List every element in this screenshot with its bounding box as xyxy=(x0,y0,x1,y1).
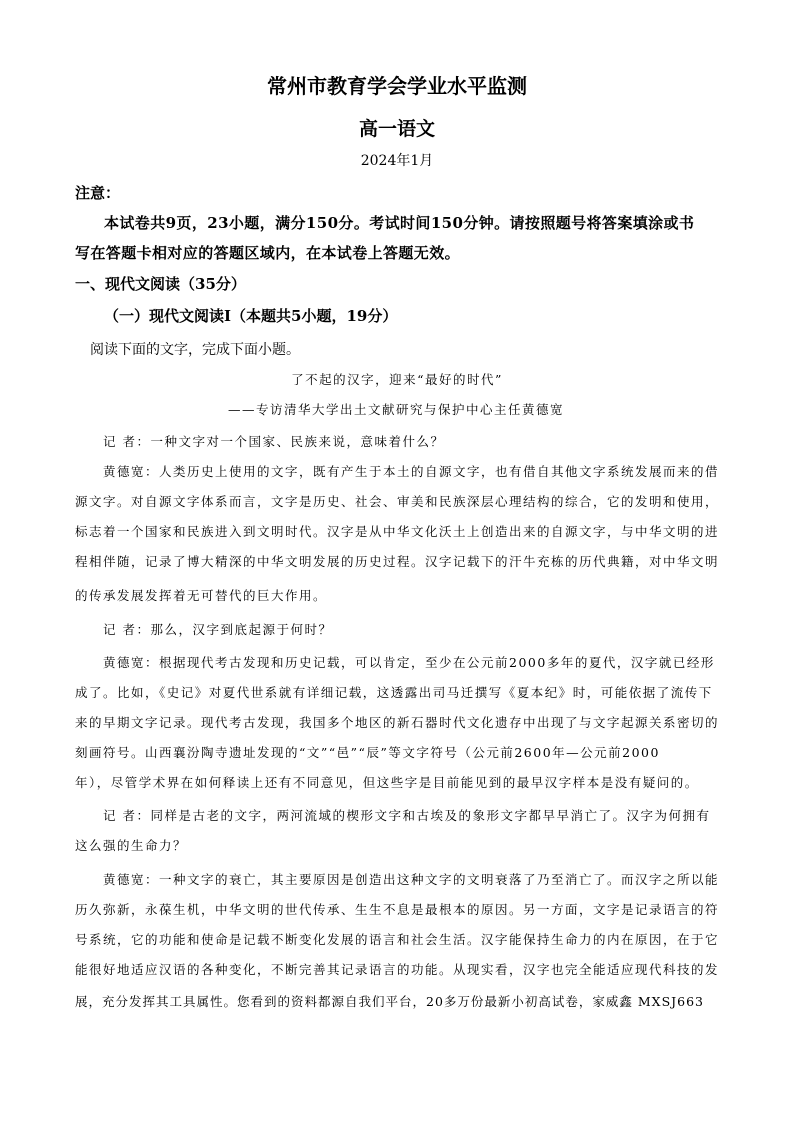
article-line: 这么强的生命力？ xyxy=(75,838,188,853)
article-line: 记 者：那么，汉字到底起源于何时？ xyxy=(103,622,333,637)
notice-label: 注意： xyxy=(75,184,121,202)
reading-instruction: 阅读下面的文字，完成下面小题。 xyxy=(90,342,300,358)
article-line: 能很好地适应汉语的各种变化，不断完善其记录语言的功能。从现实看，汉字也完全能适应现代科技的发 xyxy=(75,962,720,977)
article-line: 程相伴随，记录了博大精深的中华文明发展的历史过程。汉字记载下的汗牛充栋的历代典籍，对中华文明 xyxy=(75,554,720,569)
article-line: 成了。比如，《史记》对夏代世系就有详细记载，这透露出司马迁撰写《夏本纪》时，可能依据了流传下 xyxy=(75,685,713,700)
article-line: 源文字。对自源文字体系而言，文字是历史、社会、审美和民族深层心理结构的综合，它的发明和使用， xyxy=(75,494,720,509)
article-line: 黄德宽：根据现代考古发现和历史记载，可以肯定，至少在公元前2000多年的夏代，汉字就已经形 xyxy=(103,655,715,670)
article-line: 黄德宽：一种文字的衰亡，其主要原因是创造出这种文字的文明衰落了乃至消亡了。而汉字之所以能 xyxy=(103,872,720,887)
article-line: 的传承发展发挥着无可替代的巨大作用。 xyxy=(75,588,328,603)
article-line: 黄德宽：人类历史上使用的文字，既有产生于本土的自源文字，也有借自其他文字系统发展而来的借 xyxy=(103,464,720,479)
article-line: 年），尽管学术界在如何释读上还有不同意见，但这些字是目前能见到的最早汉字样本是没有疑问的。 xyxy=(75,775,699,790)
notice-line-2: 写在答题卡相对应的答题区域内，在本试卷上答题无效。 xyxy=(75,244,461,262)
article-line: 来的早期文字记录。现代考古发现，我国多个地区的新石器时代文化遗存中出现了与文字起源关系密切的 xyxy=(75,715,720,730)
article-line: 刻画符号。山西襄汾陶寺遗址发现的“文”“邑”“辰”等文字符号（公元前2600年—公元前2000 xyxy=(75,745,660,760)
article-line: 标志着一个国家和民族进入到文明时代。汉字是从中华文化沃土上创造出来的自源文字，与中华文明的进 xyxy=(75,524,720,539)
exam-subject: 高一语文 xyxy=(358,118,435,140)
article-line: 记 者：同样是古老的文字，两河流域的楔形文字和古埃及的象形文字都早早消亡了。汉字为何拥有 xyxy=(103,808,711,823)
article-byline: ——专访清华大学出土文献研究与保护中心主任黄德宽 xyxy=(228,402,565,417)
section-heading: 一、现代文阅读（35分） xyxy=(75,275,246,293)
article-line: 号系统，它的功能和使命是记载不断变化发展的语言和社会生活。汉字能保持生命力的内在原因，在于它 xyxy=(75,932,720,947)
exam-title: 常州市教育学会学业水平监测 xyxy=(267,74,527,98)
article-line: 展，充分发挥其工具属性。您看到的资料都源自我们平台，20多万份最新小初高试卷，家威鑫 MXSJ663 xyxy=(75,994,705,1009)
notice-line-1: 本试卷共9页，23小题，满分150分。考试时间150分钟。请按照题号将答案填涂或书 xyxy=(104,214,695,232)
article-line: 历久弥新，永葆生机，中华文明的世代传承、生生不息是最根本的原因。另一方面，文字是记录语言的符 xyxy=(75,902,720,917)
section-subheading: （一）现代文阅读Ⅰ（本题共5小题，19分） xyxy=(104,307,398,325)
article-line: 记 者：一种文字对一个国家、民族来说，意味着什么？ xyxy=(103,434,445,449)
exam-date: 2024年1月 xyxy=(360,153,434,169)
article-title: 了不起的汉字，迎来“最好的时代” xyxy=(291,372,503,387)
